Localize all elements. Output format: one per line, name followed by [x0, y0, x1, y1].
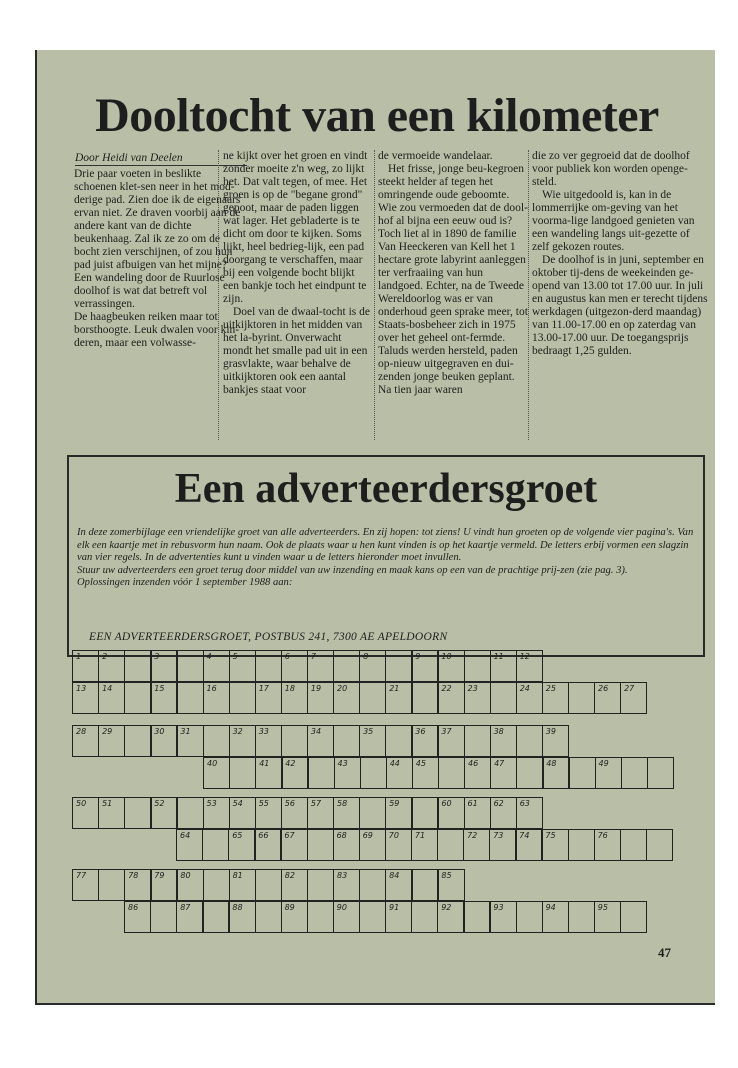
- paragraph: ne kijkt over het groen en vindt zonder moeite z'n weg, zo lijkt het. Dat valt tegen, of mee. Het groen is op de "begane grond" gepoot, maar de paden liggen wat lager. Het gebladerte is te dicht om door te kijken. Soms lijkt, heel bedrieg-lijk, een pad doorgang te verschaffen, maar bij een volgende bocht blijkt een bankje toch het eindpunt te zijn.: [223, 150, 368, 305]
- letter-cell[interactable]: [72, 682, 99, 714]
- cell-number: 42: [285, 759, 296, 768]
- letter-cell[interactable]: [385, 901, 412, 933]
- letter-cell[interactable]: [150, 650, 177, 682]
- cell-number: 25: [545, 684, 556, 693]
- cell-number: 6: [284, 652, 290, 661]
- cell-number: 84: [389, 871, 400, 880]
- letter-cell[interactable]: [542, 682, 569, 714]
- cell-number: 48: [546, 759, 557, 768]
- cell-number: 81: [232, 871, 243, 880]
- letter-cell[interactable]: [281, 682, 308, 714]
- column-divider: [528, 150, 529, 440]
- letter-cell[interactable]: [281, 797, 308, 829]
- letter-cell[interactable]: [463, 829, 490, 861]
- letter-cell[interactable]: [490, 682, 517, 714]
- cell-number: 29: [102, 727, 113, 736]
- letter-cell[interactable]: [202, 829, 229, 861]
- cell-number: 76: [597, 831, 608, 840]
- paragraph: Wie uitgedoold is, kan in de lommerrijke om-geving van het voorma-lige landgoed genieten van een wandeling langs uit-gezette of zelf gekozen routes.: [532, 189, 695, 253]
- cell-number: 1: [76, 652, 82, 661]
- puzzle-address: EEN ADVERTEERDERSGROET, POSTBUS 241, 7300 AE APELDOORN: [89, 631, 448, 643]
- puzzle-send: Stuur uw adverteerders een groet terug door middel van uw inzending en maak kans op een van de prachtige prij-zen (zie pag. 3).: [77, 564, 628, 576]
- letter-cell[interactable]: [385, 725, 412, 757]
- letter-cell[interactable]: [98, 869, 125, 901]
- letter-cell[interactable]: [437, 829, 464, 861]
- letter-cell[interactable]: [411, 869, 438, 901]
- letter-cell[interactable]: [568, 682, 595, 714]
- letter-cell[interactable]: [281, 901, 308, 933]
- letter-cell[interactable]: [229, 682, 256, 714]
- letter-cell[interactable]: [203, 869, 230, 901]
- letter-cell[interactable]: [98, 725, 125, 757]
- letter-cell[interactable]: [647, 757, 674, 789]
- paragraph: Doel van de dwaal-tocht is de uitkijktoren in het midden van het la-byrint. Onverwacht mondt het smalle pad uit in een grasvlakte, waar behalve de uitkijktoren ook een aantal bankjes staat voor: [223, 306, 370, 396]
- cell-number: 65: [232, 831, 243, 840]
- letter-cell[interactable]: [176, 682, 203, 714]
- article-column-4: [532, 150, 708, 358]
- cell-number: 75: [545, 831, 556, 840]
- letter-cell[interactable]: [255, 650, 282, 682]
- letter-cell[interactable]: [307, 869, 334, 901]
- letter-cell[interactable]: [254, 829, 281, 861]
- letter-cell[interactable]: [255, 725, 282, 757]
- letter-cell[interactable]: [437, 682, 464, 714]
- letter-cell[interactable]: [620, 682, 647, 714]
- letter-cell[interactable]: [489, 829, 516, 861]
- cell-number: 87: [180, 903, 191, 912]
- letter-cell[interactable]: [176, 650, 203, 682]
- letter-cell[interactable]: [411, 725, 438, 757]
- letter-cell[interactable]: [255, 869, 282, 901]
- letter-cell[interactable]: [281, 757, 308, 789]
- cell-number: 74: [519, 831, 530, 840]
- cell-number: 88: [232, 903, 243, 912]
- letter-cell[interactable]: [307, 682, 334, 714]
- cell-number: 36: [415, 727, 426, 736]
- letter-cell[interactable]: [334, 757, 361, 789]
- letter-cell[interactable]: [307, 829, 334, 861]
- cell-number: 15: [154, 684, 165, 693]
- letter-cell[interactable]: [359, 869, 386, 901]
- cell-number: 22: [441, 684, 452, 693]
- article-column-2: [223, 150, 373, 397]
- letter-cell[interactable]: [515, 829, 542, 861]
- article-column-1: [74, 168, 246, 350]
- letter-cell[interactable]: [359, 650, 386, 682]
- cell-number: 68: [336, 831, 347, 840]
- letter-cell[interactable]: [333, 901, 360, 933]
- cell-number: 72: [467, 831, 478, 840]
- letter-cell[interactable]: [281, 725, 308, 757]
- letter-cell[interactable]: [255, 682, 282, 714]
- cell-number: 39: [545, 727, 556, 736]
- letter-cell[interactable]: [385, 829, 412, 861]
- cell-number: 57: [310, 799, 322, 808]
- letter-cell[interactable]: [333, 650, 360, 682]
- letter-cell[interactable]: [359, 829, 386, 861]
- cell-number: 30: [154, 727, 165, 736]
- letter-cell[interactable]: [541, 829, 568, 861]
- letter-cell[interactable]: [464, 757, 491, 789]
- letter-cell[interactable]: [98, 682, 125, 714]
- cell-number: 21: [389, 684, 400, 693]
- letter-cell[interactable]: [516, 725, 543, 757]
- letter-cell[interactable]: [359, 901, 386, 933]
- cell-number: 37: [441, 727, 452, 736]
- cell-number: 16: [206, 684, 217, 693]
- cell-number: 49: [598, 759, 609, 768]
- article-byline: Door Heidi van Deelen: [75, 151, 247, 166]
- letter-cell[interactable]: [412, 757, 439, 789]
- puzzle-title: Een adverteerdersgroet: [174, 466, 598, 512]
- letter-cell[interactable]: [281, 869, 308, 901]
- letter-cell[interactable]: [411, 682, 438, 714]
- cell-number: 31: [180, 727, 191, 736]
- paragraph: die zo ver gegroeid dat de doolhof voor publiek kon worden openge-steld.: [532, 150, 690, 188]
- cell-number: 47: [494, 759, 505, 768]
- cell-number: 26: [598, 684, 609, 693]
- letter-cell[interactable]: [333, 682, 360, 714]
- letter-cell[interactable]: [255, 901, 282, 933]
- letter-cell[interactable]: [516, 901, 543, 933]
- letter-cell[interactable]: [307, 797, 334, 829]
- letter-cell[interactable]: [646, 829, 673, 861]
- cell-number: 78: [128, 871, 139, 880]
- cell-number: 63: [519, 799, 530, 808]
- letter-cell[interactable]: [281, 650, 308, 682]
- letter-cell[interactable]: [464, 725, 491, 757]
- cell-number: 83: [337, 871, 348, 880]
- column-divider: [218, 150, 219, 440]
- letter-cell[interactable]: [203, 725, 230, 757]
- letter-cell[interactable]: [176, 725, 203, 757]
- letter-cell[interactable]: [98, 797, 125, 829]
- cell-number: 10: [441, 652, 452, 661]
- cell-number: 53: [206, 799, 217, 808]
- letter-cell[interactable]: [385, 650, 412, 682]
- cell-number: 28: [76, 727, 87, 736]
- letter-cell[interactable]: [385, 797, 412, 829]
- letter-cell[interactable]: [307, 757, 334, 789]
- puzzle-intro: In deze zomerbijlage een vriendelijke groet van alle adverteerders. En zij hopen: tot ziens! U vindt hun groeten op de volgende vier pagina's. Van elk een kaartje met in rebusvorm hun naam. Ook de plaats waar u hen kunt vinden is op het kaartje vermeld. De letters erbij vormen een slagzin van vier regels. In de advertenties kunt u vinden waar u de letters hieronder moet invullen.: [77, 527, 694, 563]
- letter-cell[interactable]: [359, 797, 386, 829]
- letter-cell[interactable]: [333, 725, 360, 757]
- paragraph: de vermoeide wandelaar.: [378, 150, 493, 162]
- cell-number: 90: [336, 903, 347, 912]
- puzzle-box: [67, 455, 705, 657]
- cell-number: 2: [102, 652, 108, 661]
- letter-cell[interactable]: [359, 682, 386, 714]
- letter-cell[interactable]: [490, 725, 517, 757]
- letter-cell[interactable]: [124, 650, 151, 682]
- letter-cell[interactable]: [516, 650, 543, 682]
- letter-cell[interactable]: [333, 797, 360, 829]
- letter-cell[interactable]: [72, 725, 99, 757]
- letter-cell[interactable]: [490, 757, 517, 789]
- letter-cell[interactable]: [124, 869, 151, 901]
- cell-number: 40: [207, 759, 218, 768]
- letter-cell[interactable]: [72, 869, 99, 901]
- letter-cell[interactable]: [203, 797, 230, 829]
- letter-cell[interactable]: [516, 682, 543, 714]
- cell-number: 11: [493, 652, 504, 661]
- letter-cell[interactable]: [176, 869, 203, 901]
- letter-cell[interactable]: [620, 901, 647, 933]
- puzzle-instructions: [77, 527, 699, 590]
- cell-number: 20: [337, 684, 348, 693]
- page-number: 47: [658, 945, 671, 960]
- letter-cell[interactable]: [229, 650, 256, 682]
- letter-cell[interactable]: [490, 650, 517, 682]
- cell-number: 5: [232, 652, 238, 661]
- cell-number: 91: [389, 903, 400, 912]
- letter-cell[interactable]: [516, 757, 543, 789]
- cell-number: 14: [102, 684, 113, 693]
- cell-number: 33: [258, 727, 269, 736]
- letter-cell[interactable]: [594, 682, 621, 714]
- letter-cell[interactable]: [568, 829, 595, 861]
- cell-number: 8: [363, 652, 369, 661]
- letter-cell[interactable]: [464, 682, 491, 714]
- paragraph: Het frisse, jonge beu-kegroen steekt helder af tegen het omringende oude geboomte. Wie zou vermoeden dat de dool-hof al bijna een eeuw oud is? Toch liet al in 1890 de familie Van Heeckeren van Kell het 1 hectare grote labyrint aanleggen ter verfraaiing van hun landgoed. Echter, na de Tweede Wereldoorlog was er van onderhoud geen sprake meer, tot Staats-bosbeheer zich in 1975 over het geheel ont-fermde. Taluds werden hersteld, paden op-nieuw uitgegraven en dui-zenden jonge beuken geplant. Na tien jaar waren: [378, 163, 528, 396]
- letter-cell[interactable]: [203, 757, 230, 789]
- cell-number: 70: [388, 831, 399, 840]
- article-headline: Dooltocht van een kilometer: [95, 89, 659, 142]
- letter-cell[interactable]: [437, 869, 464, 901]
- letter-cell[interactable]: [98, 650, 125, 682]
- puzzle-deadline: Oplossingen inzenden vóór 1 september 1988 aan:: [77, 577, 293, 588]
- letter-cell[interactable]: [124, 901, 151, 933]
- cell-number: 50: [76, 799, 87, 808]
- cell-number: 13: [76, 684, 87, 693]
- cell-number: 52: [154, 799, 165, 808]
- letter-cell[interactable]: [490, 797, 517, 829]
- letter-cell[interactable]: [621, 757, 648, 789]
- letter-cell[interactable]: [333, 869, 360, 901]
- letter-cell[interactable]: [307, 901, 334, 933]
- letter-cell[interactable]: [464, 650, 491, 682]
- cell-number: 4: [206, 652, 212, 661]
- cell-number: 35: [363, 727, 374, 736]
- letter-cell[interactable]: [333, 829, 360, 861]
- cell-number: 44: [389, 759, 400, 768]
- letter-cell[interactable]: [437, 725, 464, 757]
- cell-number: 80: [180, 871, 191, 880]
- cell-number: 69: [362, 831, 373, 840]
- cell-number: 41: [259, 759, 270, 768]
- cell-number: 9: [415, 652, 421, 661]
- letter-cell[interactable]: [307, 650, 334, 682]
- letter-cell[interactable]: [229, 797, 256, 829]
- letter-cell[interactable]: [437, 901, 464, 933]
- cell-number: 62: [493, 799, 504, 808]
- letter-cell[interactable]: [72, 650, 99, 682]
- column-divider: [374, 150, 375, 440]
- letter-cell[interactable]: [411, 829, 438, 861]
- letter-cell[interactable]: [620, 829, 647, 861]
- letter-cell[interactable]: [385, 869, 412, 901]
- letter-cell[interactable]: [542, 725, 569, 757]
- letter-cell[interactable]: [124, 725, 151, 757]
- cell-number: 56: [284, 799, 295, 808]
- letter-cell[interactable]: [411, 901, 438, 933]
- cell-number: 86: [128, 903, 139, 912]
- cell-number: 54: [232, 799, 243, 808]
- letter-cell[interactable]: [229, 869, 256, 901]
- letter-cell[interactable]: [150, 869, 177, 901]
- cell-number: 17: [258, 684, 269, 693]
- cell-number: 89: [284, 903, 295, 912]
- letter-cell[interactable]: [438, 757, 465, 789]
- letter-cell[interactable]: [72, 797, 99, 829]
- letter-cell[interactable]: [307, 725, 334, 757]
- letter-cell[interactable]: [203, 650, 230, 682]
- cell-number: 77: [76, 871, 87, 880]
- letter-cell[interactable]: [595, 757, 622, 789]
- cell-number: 58: [337, 799, 348, 808]
- letter-cell[interactable]: [568, 901, 595, 933]
- cell-number: 34: [310, 727, 322, 736]
- cell-number: 82: [284, 871, 295, 880]
- letter-cell[interactable]: [255, 757, 282, 789]
- cell-number: 45: [415, 759, 426, 768]
- letter-cell[interactable]: [464, 797, 491, 829]
- paragraph: De haagbeuken reiken maar tot borsthoogte. Leuk dwalen voor kin-deren, maar een volwasse-: [74, 311, 240, 349]
- letter-cell[interactable]: [516, 797, 543, 829]
- letter-cell[interactable]: [437, 650, 464, 682]
- letter-cell[interactable]: [228, 901, 255, 933]
- letter-cell[interactable]: [386, 757, 413, 789]
- cell-number: 94: [545, 903, 556, 912]
- letter-cell[interactable]: [229, 757, 256, 789]
- cell-number: 51: [102, 799, 113, 808]
- letter-cell[interactable]: [411, 650, 438, 682]
- letter-cell[interactable]: [437, 797, 464, 829]
- letter-cell[interactable]: [359, 725, 386, 757]
- cell-number: 93: [493, 903, 504, 912]
- cell-number: 24: [519, 684, 530, 693]
- letter-cell[interactable]: [542, 901, 569, 933]
- cell-number: 18: [284, 684, 295, 693]
- letter-cell[interactable]: [280, 829, 307, 861]
- cell-number: 66: [258, 831, 269, 840]
- letter-cell[interactable]: [176, 829, 203, 861]
- letter-cell[interactable]: [202, 901, 229, 933]
- letter-cell[interactable]: [255, 797, 282, 829]
- letter-cell[interactable]: [542, 757, 569, 789]
- cell-number: 12: [519, 652, 530, 661]
- cell-number: 60: [441, 799, 452, 808]
- cell-number: 64: [180, 831, 191, 840]
- magazine-page: [35, 50, 715, 1005]
- letter-cell[interactable]: [489, 901, 516, 933]
- letter-cell[interactable]: [176, 797, 203, 829]
- letter-cell[interactable]: [411, 797, 438, 829]
- cell-number: 73: [493, 831, 504, 840]
- letter-cell[interactable]: [568, 757, 595, 789]
- cell-number: 19: [310, 684, 322, 693]
- cell-number: 55: [258, 799, 269, 808]
- letter-cell[interactable]: [203, 682, 230, 714]
- cell-number: 43: [337, 759, 348, 768]
- cell-number: 46: [468, 759, 479, 768]
- cell-number: 27: [624, 684, 635, 693]
- article-column-3: [378, 150, 529, 397]
- cell-number: 61: [467, 799, 478, 808]
- letter-cell[interactable]: [176, 901, 203, 933]
- letter-cell[interactable]: [124, 682, 151, 714]
- cell-number: 59: [389, 799, 400, 808]
- letter-cell[interactable]: [594, 901, 621, 933]
- cell-number: 23: [467, 684, 478, 693]
- letter-cell[interactable]: [463, 901, 490, 933]
- cell-number: 32: [232, 727, 243, 736]
- cell-number: 85: [441, 871, 452, 880]
- cell-number: 7: [310, 652, 316, 661]
- cell-number: 79: [154, 871, 165, 880]
- cell-number: 95: [597, 903, 608, 912]
- cell-number: 71: [414, 831, 426, 840]
- cell-number: 3: [154, 652, 160, 661]
- cell-number: 67: [284, 831, 295, 840]
- cell-number: 92: [441, 903, 452, 912]
- cell-number: 38: [493, 727, 504, 736]
- paragraph: Drie paar voeten in beslikte schoenen klet-sen neer in het mod-derige pad. Zien doe ik de eigenaars ervan niet. Ze draven voorbij aan de andere kant van de dichte beukenhaag. Zal ik ze zo om de bocht zien verschijnen, of zou hun pad juist afbuigen van het mijne? Een wandeling door de Ruurlose doolhof is wat dat betreft vol verrassingen.: [74, 168, 241, 310]
- letter-cell[interactable]: [150, 725, 177, 757]
- letter-cell[interactable]: [150, 797, 177, 829]
- letter-cell[interactable]: [150, 901, 177, 933]
- letter-cell[interactable]: [229, 725, 256, 757]
- letter-cell[interactable]: [124, 797, 151, 829]
- letter-cell[interactable]: [228, 829, 255, 861]
- letter-cell[interactable]: [150, 682, 177, 714]
- paragraph: De doolhof is in juni, september en oktober tij-dens de weekeinden ge-opend van 13.00 tot 17.00 uur. In juli en augustus kan men er terecht tijdens werkdagen (uitgezon-derd maandag) van 11.00-17.00 en op zaterdag van 13.00-17.00 uur. De toegangsprijs bedraagt 1,25 gulden.: [532, 254, 708, 357]
- letter-cell[interactable]: [594, 829, 621, 861]
- letter-cell[interactable]: [360, 757, 387, 789]
- letter-cell[interactable]: [385, 682, 412, 714]
